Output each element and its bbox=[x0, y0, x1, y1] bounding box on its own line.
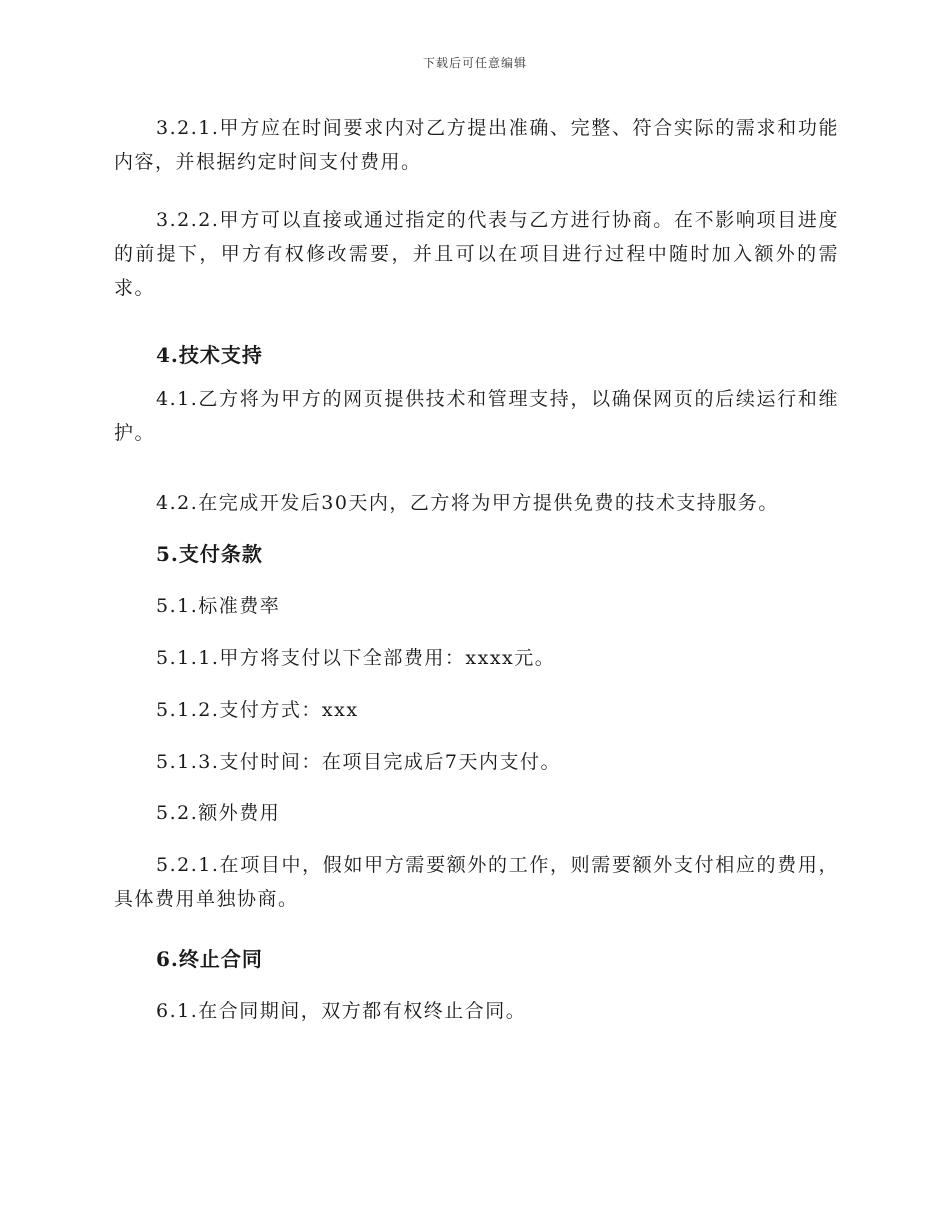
section-heading-6: 6.终止合同 bbox=[156, 947, 263, 971]
clause-5-2: 5.2.额外费用 bbox=[156, 802, 281, 824]
clause-5-1-1: 5.1.1.甲方将支付以下全部费用：xxxx元。 bbox=[156, 647, 556, 669]
section-heading-5: 5.支付条款 bbox=[156, 542, 263, 566]
clause-3-2-2: 3.2.2.甲方可以直接或通过指定的代表与乙方进行协商。在不影响项目进度的前提下，甲方有权修改需要，并且可以在项目进行过程中随时加入额外的需求。 bbox=[114, 209, 839, 299]
clause-5-1: 5.1.标准费率 bbox=[156, 595, 281, 617]
clause-5-2-1: 5.2.1.在项目中，假如甲方需要额外的工作，则需要额外支付相应的费用，具体费用单独协商。 bbox=[114, 854, 839, 910]
clause-5-1-2: 5.1.2.支付方式：xxx bbox=[156, 699, 359, 721]
clause-3-2-1: 3.2.1.甲方应在时间要求内对乙方提出准确、完整、符合实际的需求和功能内容，并根据约定时间支付费用。 bbox=[114, 117, 839, 173]
clause-5-1-3: 5.1.3.支付时间：在项目完成后7天内支付。 bbox=[156, 751, 561, 773]
page-header: 下载后可任意编辑 bbox=[422, 56, 527, 70]
clause-4-2: 4.2.在完成开发后30天内，乙方将为甲方提供免费的技术支持服务。 bbox=[156, 492, 779, 514]
clause-6-1: 6.1.在合同期间，双方都有权终止合同。 bbox=[156, 1000, 527, 1022]
section-heading-4: 4.技术支持 bbox=[156, 343, 263, 367]
clause-4-1: 4.1.乙方将为甲方的网页提供技术和管理支持，以确保网页的后续运行和维护。 bbox=[114, 388, 839, 444]
